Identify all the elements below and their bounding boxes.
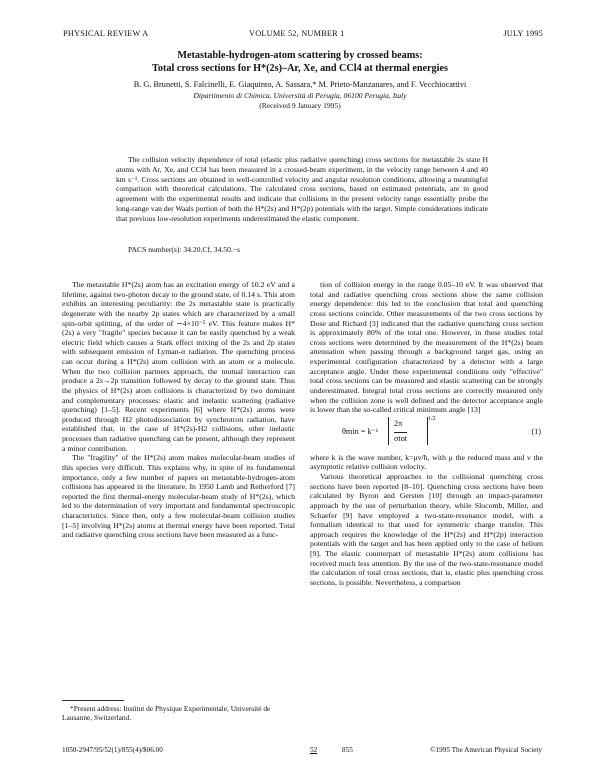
- volume-number: VOLUME 52, NUMBER 1: [249, 29, 345, 38]
- paragraph: where k is the wave number, k=μv/ħ, with μ the reduced mass and v the asymptotic relative collision velocity.: [310, 452, 543, 472]
- footnote: *Present address: Institut de Physique Experimentale, Université de Lausanne, Switzerland.: [62, 704, 271, 723]
- journal-name: PHYSICAL REVIEW A: [63, 29, 149, 38]
- affiliation: Dipartimento di Chimica, Università di Perugia, 06100 Perugia, Italy: [193, 91, 407, 100]
- paragraph: Various theoretical approaches to the collisional quenching cross sections have been reported [8–10]. Quenching cross sections have been calculated by Byron and Gersten [10] through an impact-parameter approach by the use of perturbation theory, while Slocomb, Miller, and Schaefer [9] have employed a two-state-resonance model, with a formalism identical to that used for symmetric charge transfer. This approach requires the knowledge of the H*(2s) and H*(2p) interaction potentials with the target and has been applied only to the case of helium [9]. The elastic counterpart of metastable H*(2s) atom collisions has received much less attention. By the use of the two-state-resonance model the calculation of total cross sections, that is, elastic plus quenching cross sections, is possible. Nevertheless, a comparison: [310, 472, 543, 587]
- equation-denominator: σtot: [394, 433, 408, 443]
- article-code: 1050-2947/95/52(1)/855(4)/$06.00: [62, 746, 163, 754]
- footnote-rule: [62, 700, 124, 701]
- paragraph: The metastable H*(2s) atom has an excitation energy of 10.2 eV and a lifetime, against two-photon decay to the ground state, of 0.14 s. This atom exhibits an interesting peculiarity: the 2s metastable state is practically degenerate with the nearby 2p states which are characterized by a small spin-orbit splitting, of the order of ∼4×10⁻⁵ eV. This feature makes H*(2s) a very "fragile" species because it can be easily quenched by a weak electric field which causes a Stark effect mixing of the 2s and 2p states with subsequent emission of Lyman-α radiation. The quenching process can occur during a H*(2s) atom collision with an atom or a molecule. When the two collision partners approach, the mutual interaction can produce a 2s→2p transition followed by decay to the ground state. Thus the physics of H*(2s) atom collisions is characterized by two dominant and complementary processes: elastic and inelastic scattering (radiative quenching) [1–5]. Recent experiments [6] where H*(2s) atoms were produced through H2 photodissociation by synchrotron radiation, have established that, in the case of H*(2s)-H2 collisions, other inelastic processes than radiative quenching can be present, although they represent a minor contribution.: [62, 280, 295, 453]
- title-line-1: Metastable-hydrogen-atom scattering by crossed beams:: [177, 50, 423, 61]
- paragraph: tion of collision energy in the range 0.05–10 eV. It was observed that total and radiative quenching cross sections show the same collision energy dependence: this led to the conclusion that total and quenching cross sections coincide. Other measurements of the two cross sections by Dose and Richard [3] indicated that the radiative quenching cross section is approximately 80% of the total one. However, in these studies total cross sections were determined by the measurement of the H*(2s) beam attenuation when passing through a background target gas, using an experimental configuration characterized by a detector with a large acceptance angle. Under these experimental conditions only "effective" total cross sections can be measured and elastic scattering can be strongly underestimated. Integral total cross sections are correctly measured only when the collision zone is well defined and the detector acceptance angle is lower than the so-called critical minimum angle [13]: [310, 280, 543, 415]
- equation-exponent: 1/2: [428, 415, 436, 422]
- footer-volume: 52: [310, 746, 318, 754]
- author-list: B. G. Brunetti, S. Falcinelli, E. Giaquinto, A. Sassara,* M. Prieto-Manzanares, and F. Vecchiocattivi: [133, 80, 467, 89]
- left-column: [62, 280, 295, 540]
- equation-numerator: 2π: [394, 418, 403, 428]
- abstract: The collision velocity dependence of total (elastic plus radiative quenching) cross sections for metastable 2s state H atoms with Ar, Xe, and CCl4 has been measured in a crossed-beam experiment, in the velocity range between 4 and 40 km s⁻¹. Cross sections are obtained in well-controlled velocity and angular resolution conditions, allowing a meaningful comparison with theoretical calculations. The calculated cross sections, based on estimated potentials, are in good agreement with the experimental results and indicate that collisions in the present velocity range essentially probe the long-range van der Waals portion of both the H*(2s) and H*(2p) potentials with the target. Simple considerations indicate that previous low-resolution experiments underestimated the elastic component.: [116, 155, 488, 223]
- issue-date: JULY 1995: [503, 29, 543, 38]
- title-line-2: Total cross sections for H*(2s)–Ar, Xe, and CCl4 at thermal energies: [152, 62, 448, 74]
- pacs-numbers: PACS number(s): 34.20.Cf, 34.50.−s: [128, 245, 241, 254]
- equation-1: [310, 417, 543, 451]
- equation-lhs: θmin = k⁻¹: [342, 426, 379, 436]
- page-number: 855: [342, 746, 353, 754]
- equation-number: (1): [531, 426, 541, 436]
- paragraph: The "fragility" of the H*(2s) atom makes molecular-beam studies of this species very difficult. This explains why, in spite of its fundamental importance, only a few number of papers on metastable-hydrogen-atom collisions has appeared in the literature. In 1950 Lamb and Retherford [7] reported the first thermal-energy molecular-beam study of H*(2s), which led to the determination of very important and fundamental spectroscopic characteristics. Since then, only a few molecular-beam collision studies [1–5] involving H*(2s) atoms at thermal energy have been reported. Total and radiative quenching cross sections have been measured as a func-: [62, 453, 295, 540]
- right-column: [310, 280, 543, 588]
- copyright: ©1995 The American Physical Society: [430, 746, 542, 754]
- received-date: (Received 9 January 1995): [259, 101, 341, 110]
- article-title: [0, 50, 600, 75]
